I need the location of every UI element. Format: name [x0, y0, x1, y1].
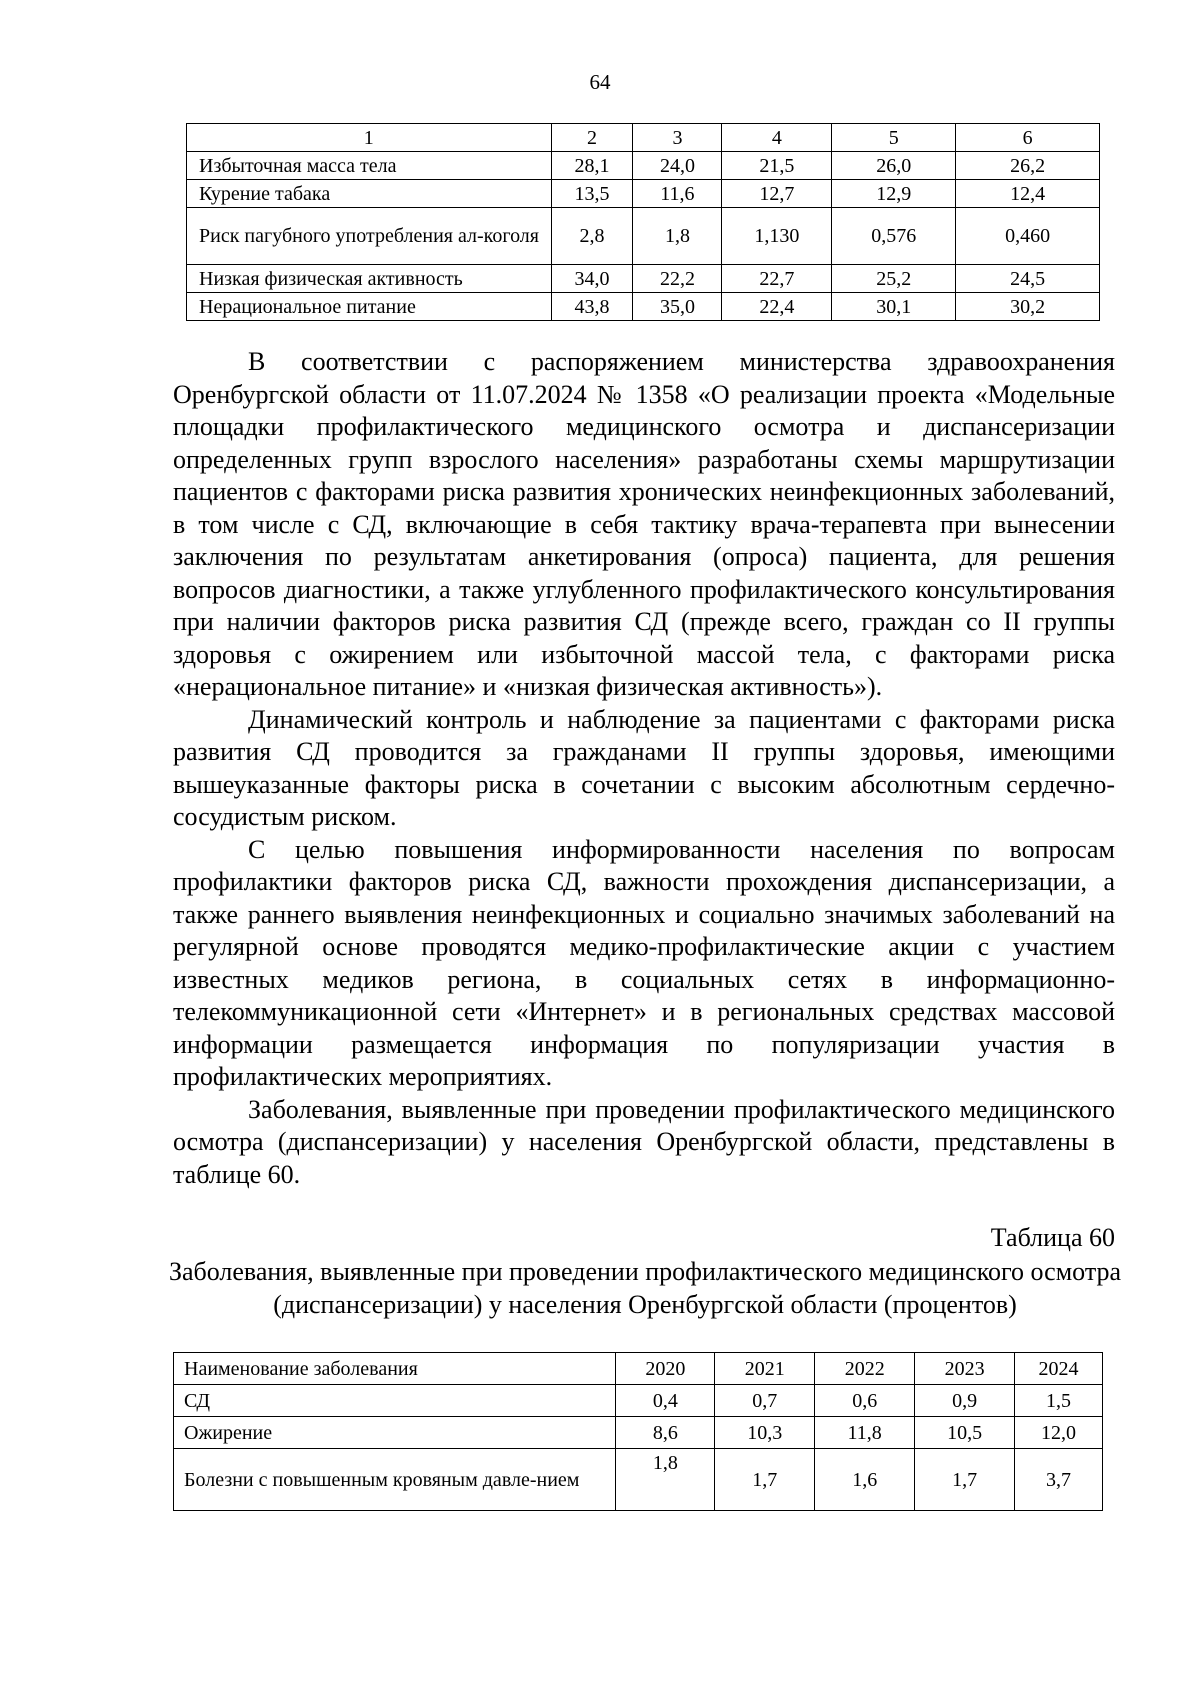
table-cell: 11,8	[815, 1417, 915, 1449]
row-label: Избыточная масса тела	[187, 152, 552, 180]
column-header: Наименование заболевания	[174, 1353, 616, 1385]
risk-factors-table	[186, 123, 1100, 321]
table-cell: 22,7	[722, 265, 832, 293]
table-cell: 30,1	[832, 293, 956, 321]
column-header: 4	[722, 124, 832, 152]
table-title: Заболевания, выявленные при проведении профилактического медицинского осмотра (диспансеризации) у населения Оренбургской области (процентов)	[168, 1257, 1122, 1319]
table-cell: 26,0	[832, 152, 956, 180]
table-cell: 24,0	[633, 152, 722, 180]
table-cell: 1,8	[633, 208, 722, 265]
paragraph: С целью повышения информированности населения по вопросам профилактики факторов риска СД, важности прохождения диспансеризации, а также раннего выявления неинфекционных и социально значимых заболеваний на регулярной основе проводятся медико-профилактические акции с участием известных медиков региона, в социальных сетях в информационно-телекоммуникационной сети «Интернет» и в региональных средствах массовой информации размещается информация по популяризации участия в профилактических мероприятиях.	[173, 834, 1115, 1091]
table-row	[174, 1417, 1103, 1449]
table-cell: 1,7	[715, 1449, 815, 1511]
table-cell: 24,5	[956, 265, 1100, 293]
page-number: 64	[589, 70, 611, 94]
table-cell: 8,6	[616, 1417, 715, 1449]
table-cell: 22,2	[633, 265, 722, 293]
table-cell: 11,6	[633, 180, 722, 208]
table-cell: 21,5	[722, 152, 832, 180]
column-header: 5	[832, 124, 956, 152]
table-row	[174, 1449, 1103, 1511]
table-cell: 1,6	[815, 1449, 915, 1511]
table-cell: 30,2	[956, 293, 1100, 321]
table-row	[187, 265, 1100, 293]
table-cell: 43,8	[551, 293, 633, 321]
table-cell: 12,4	[956, 180, 1100, 208]
table-cell: 10,5	[915, 1417, 1015, 1449]
table-cell: 0,6	[815, 1385, 915, 1417]
table-cell: 2,8	[551, 208, 633, 265]
table-row	[187, 180, 1100, 208]
table-number: Таблица 60	[990, 1223, 1115, 1252]
table-cell: 0,460	[956, 208, 1100, 265]
table-cell: 10,3	[715, 1417, 815, 1449]
diseases-table	[173, 1352, 1103, 1511]
column-header: 2022	[815, 1353, 915, 1385]
table-cell: 1,5	[1015, 1385, 1103, 1417]
table-cell: 12,9	[832, 180, 956, 208]
column-header: 1	[187, 124, 552, 152]
table-cell: 13,5	[551, 180, 633, 208]
table-cell: 12,7	[722, 180, 832, 208]
table-cell: 1,8	[616, 1449, 715, 1511]
row-label: Ожирение	[174, 1417, 616, 1449]
row-label: Болезни с повышенным кровяным давле-нием	[174, 1449, 616, 1511]
row-label: Нерациональное питание	[187, 293, 552, 321]
column-header: 2	[551, 124, 633, 152]
table-cell: 0,7	[715, 1385, 815, 1417]
row-label: Курение табака	[187, 180, 552, 208]
row-label: Низкая физическая активность	[187, 265, 552, 293]
table-cell: 12,0	[1015, 1417, 1103, 1449]
table-cell: 34,0	[551, 265, 633, 293]
column-header: 6	[956, 124, 1100, 152]
column-header: 2023	[915, 1353, 1015, 1385]
table-cell: 25,2	[832, 265, 956, 293]
table-cell: 3,7	[1015, 1449, 1103, 1511]
table-cell: 0,576	[832, 208, 956, 265]
row-label: Риск пагубного употребления ал-коголя	[187, 208, 552, 265]
column-header: 3	[633, 124, 722, 152]
table-row	[187, 152, 1100, 180]
table-cell: 26,2	[956, 152, 1100, 180]
paragraph: В соответствии с распоряжением министерства здравоохранения Оренбургской области от 11.07.2024 № 1358 «О реализации проекта «Модельные площадки профилактического медицинского осмотра и диспансеризации определенных групп взрослого населения» разработаны схемы маршрутизации пациентов с факторами риска развития хронических неинфекционных заболеваний, в том числе с СД, включающие в себя тактику врача-терапевта при вынесении заключения по результатам анкетирования (опроса) пациента, для решения вопросов диагностики, а также углубленного профилактического консультирования при наличии факторов риска развития СД (прежде всего, граждан со II группы здоровья с ожирением или избыточной массой тела, с факторами риска «нерациональное питание» и «низкая физическая активность»).	[173, 347, 1115, 701]
column-header: 2024	[1015, 1353, 1103, 1385]
table-cell: 0,4	[616, 1385, 715, 1417]
table-cell: 0,9	[915, 1385, 1015, 1417]
paragraph: Заболевания, выявленные при проведении профилактического медицинского осмотра (диспансеризации) у населения Оренбургской области, представлены в таблице 60.	[173, 1094, 1115, 1189]
table-cell: 1,7	[915, 1449, 1015, 1511]
column-header: 2020	[616, 1353, 715, 1385]
table-row	[187, 293, 1100, 321]
row-label: СД	[174, 1385, 616, 1417]
table-header-row	[187, 124, 1100, 152]
paragraph: Динамический контроль и наблюдение за пациентами с факторами риска развития СД проводится за гражданами II группы здоровья, имеющими вышеуказанные факторы риска в сочетании с высоким абсолютным сердечно-сосудистым риском.	[173, 704, 1115, 831]
table-cell: 1,130	[722, 208, 832, 265]
table-cell: 22,4	[722, 293, 832, 321]
table-header-row	[174, 1353, 1103, 1385]
table-cell: 35,0	[633, 293, 722, 321]
table-cell: 28,1	[551, 152, 633, 180]
body-text	[173, 346, 1115, 1191]
table-row	[174, 1385, 1103, 1417]
table-row	[187, 208, 1100, 265]
column-header: 2021	[715, 1353, 815, 1385]
